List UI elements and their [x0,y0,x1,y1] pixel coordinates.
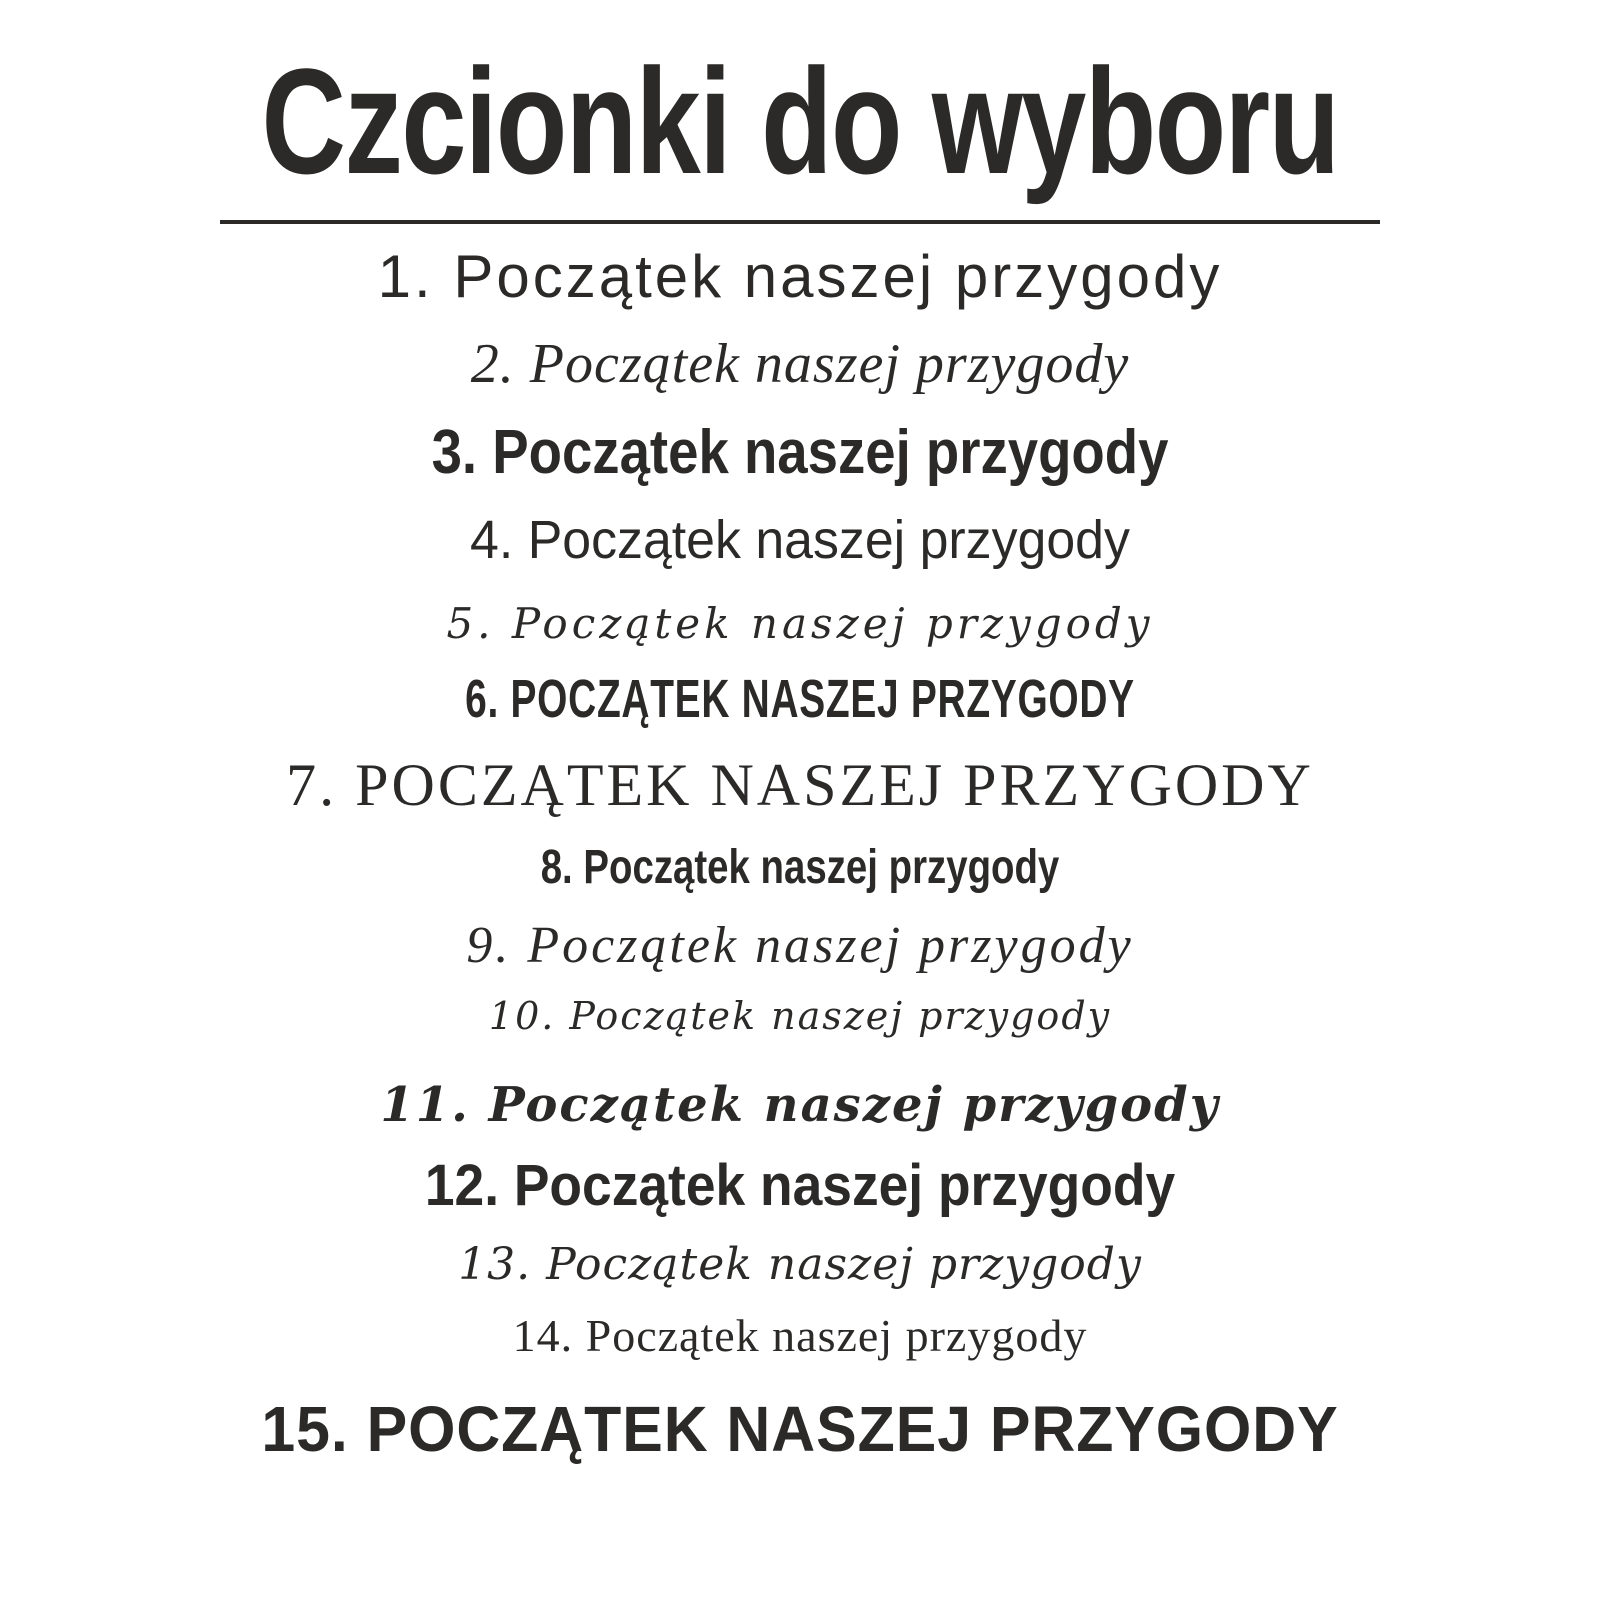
font-option-13-casual-script: 13. Początek naszej przygody [458,1239,1142,1290]
font-option-14-oldstyle-book-serif: 14. Początek naszej przygody [512,1310,1088,1361]
font-option-15-bold-geometric-caps: 15. POCZĄTEK NASZEJ PRZYGODY [261,1392,1339,1465]
title-divider [220,220,1380,224]
font-option-6-condensed-caps-sans: 6. POCZĄTEK NASZEJ PRZYGODY [465,668,1135,729]
font-option-1-light-geometric-sans: 1. Początek naszej przygody [377,243,1223,310]
font-option-7-classic-serif-caps: 7. POCZĄTEK NASZEJ PRZYGODY [286,752,1314,818]
font-option-11-bold-calligraphy-script: 11. Początek naszej przygody [380,1076,1220,1133]
font-option-12-grotesque-sans: 12. Początek naszej przygody [424,1152,1176,1218]
font-option-2-calligraphic-serif-italic: 2. Początek naszej przygody [470,333,1130,395]
page-title: Czcionki do wyboru [261,37,1339,205]
font-option-10-thin-calligraphy-script: 10. Początek naszej przygody [488,994,1112,1038]
font-option-8-techno-condensed-sans: 8. Początek naszej przygody [540,841,1060,894]
font-option-4-humanist-sans: 4. Początek naszej przygody [470,509,1130,570]
font-option-5-thin-script: 5. Początek naszej przygody [446,599,1154,648]
font-options-list [0,239,1600,1469]
font-option-3-bold-condensed-sans: 3. Początek naszej przygody [431,418,1169,487]
font-option-9-light-serif-italic: 9. Początek naszej przygody [466,917,1134,974]
